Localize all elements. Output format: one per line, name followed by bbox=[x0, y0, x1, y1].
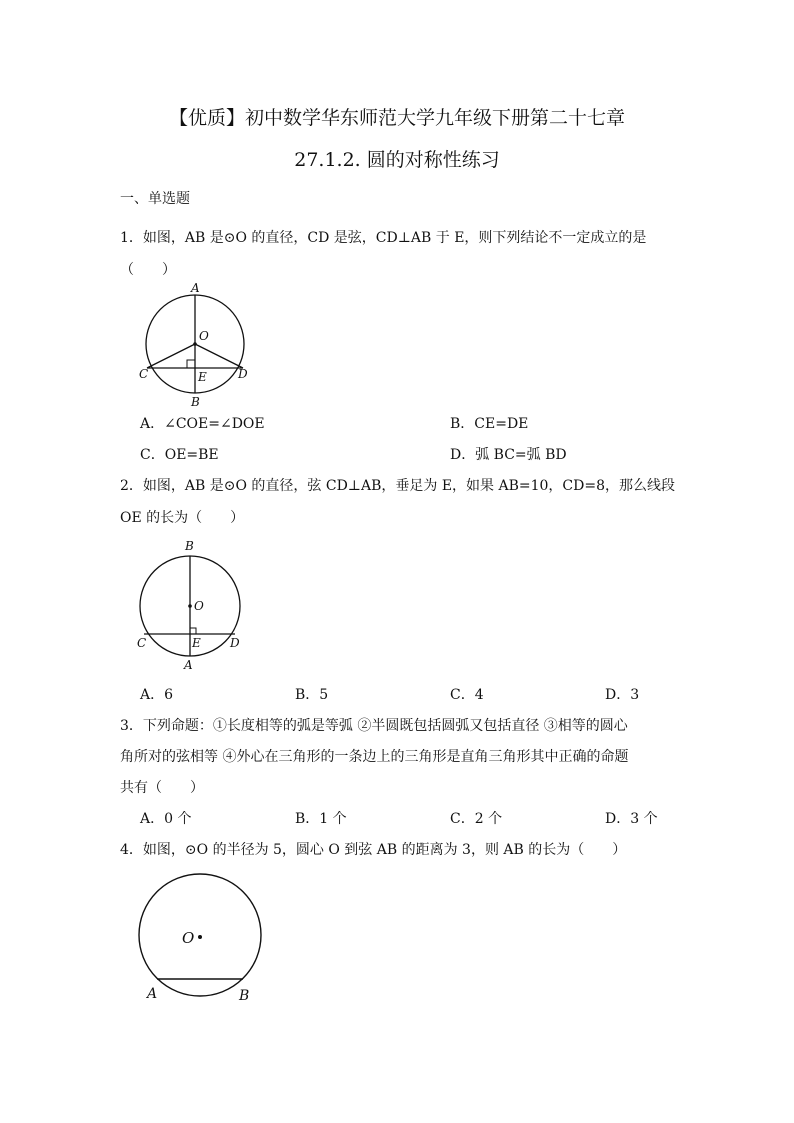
document-title-line-2: 27.1.2. 圆的对称性练习 bbox=[294, 149, 500, 171]
question-3-stem-line-1: 3．下列命题：①长度相等的弧是等弧 ②半圆既包括圆弧又包括直径 ③相等的圆心 bbox=[120, 718, 628, 734]
segment-oc bbox=[147, 344, 195, 368]
question-3-option-d: D．3 个 bbox=[605, 811, 658, 827]
label-e: E bbox=[198, 370, 207, 384]
label-c: C bbox=[139, 367, 149, 381]
question-3-option-a: A．0 个 bbox=[140, 811, 192, 827]
question-2-option-b: B．5 bbox=[295, 687, 329, 703]
label-o: O bbox=[194, 599, 204, 613]
label-b: B bbox=[239, 988, 250, 1004]
center-point bbox=[188, 604, 192, 608]
question-1-stem-line-2: （ ） bbox=[120, 262, 176, 278]
segment-od bbox=[195, 344, 243, 368]
label-b: B bbox=[185, 539, 194, 553]
question-1-option-c: C．OE=BE bbox=[140, 447, 219, 463]
question-1-stem-line-1: 1．如图，AB 是⊙O 的直径，CD 是弦，CD⊥AB 于 E，则下列结论不一定成立的是 bbox=[120, 230, 647, 246]
right-angle-mark bbox=[187, 360, 195, 368]
label-a: A bbox=[191, 281, 200, 295]
question-4-stem-line-1: 4．如图，⊙O 的半径为 5，圆心 O 到弦 AB 的距离为 3，则 AB 的长为（ ） bbox=[120, 842, 627, 858]
question-2-stem-line-1: 2．如图，AB 是⊙O 的直径，弦 CD⊥AB，垂足为 E，如果 AB=10，CD=8，那么线段 bbox=[120, 478, 676, 494]
question-2-option-a: A．6 bbox=[140, 687, 174, 703]
section-title: 一、单选题 bbox=[120, 191, 190, 207]
question-1-option-d: D．弧 BC=弧 BD bbox=[450, 447, 567, 463]
question-1-option-a: A．∠COE=∠DOE bbox=[140, 416, 265, 432]
label-a: A bbox=[147, 986, 158, 1002]
question-3-stem-line-3: 共有（ ） bbox=[120, 780, 204, 796]
question-3-option-c: C．2 个 bbox=[450, 811, 503, 827]
label-o: O bbox=[199, 329, 209, 343]
question-3-option-b: B．1 个 bbox=[295, 811, 347, 827]
label-e: E bbox=[192, 636, 201, 650]
center-point bbox=[198, 935, 202, 939]
question-3-stem-line-2: 角所对的弦相等 ④外心在三角形的一条边上的三角形是直角三角形其中正确的命题 bbox=[120, 749, 629, 765]
right-angle-mark bbox=[190, 628, 196, 634]
document-title-line-1: 【优质】初中数学华东师范大学九年级下册第二十七章 bbox=[168, 107, 625, 129]
label-a: A bbox=[184, 658, 193, 672]
question-4-figure bbox=[130, 872, 270, 1012]
question-2-option-d: D．3 bbox=[605, 687, 640, 703]
question-2-option-c: C．4 bbox=[450, 687, 484, 703]
question-1-figure bbox=[130, 280, 260, 410]
label-d: D bbox=[238, 367, 248, 381]
question-2-stem-line-2: OE 的长为（ ） bbox=[120, 510, 245, 526]
label-d: D bbox=[230, 636, 240, 650]
label-o: O bbox=[182, 929, 195, 947]
label-c: C bbox=[137, 636, 147, 650]
question-2-figure bbox=[130, 536, 250, 676]
center-point bbox=[193, 342, 197, 346]
label-b: B bbox=[191, 395, 200, 409]
question-1-option-b: B．CE=DE bbox=[450, 416, 529, 432]
